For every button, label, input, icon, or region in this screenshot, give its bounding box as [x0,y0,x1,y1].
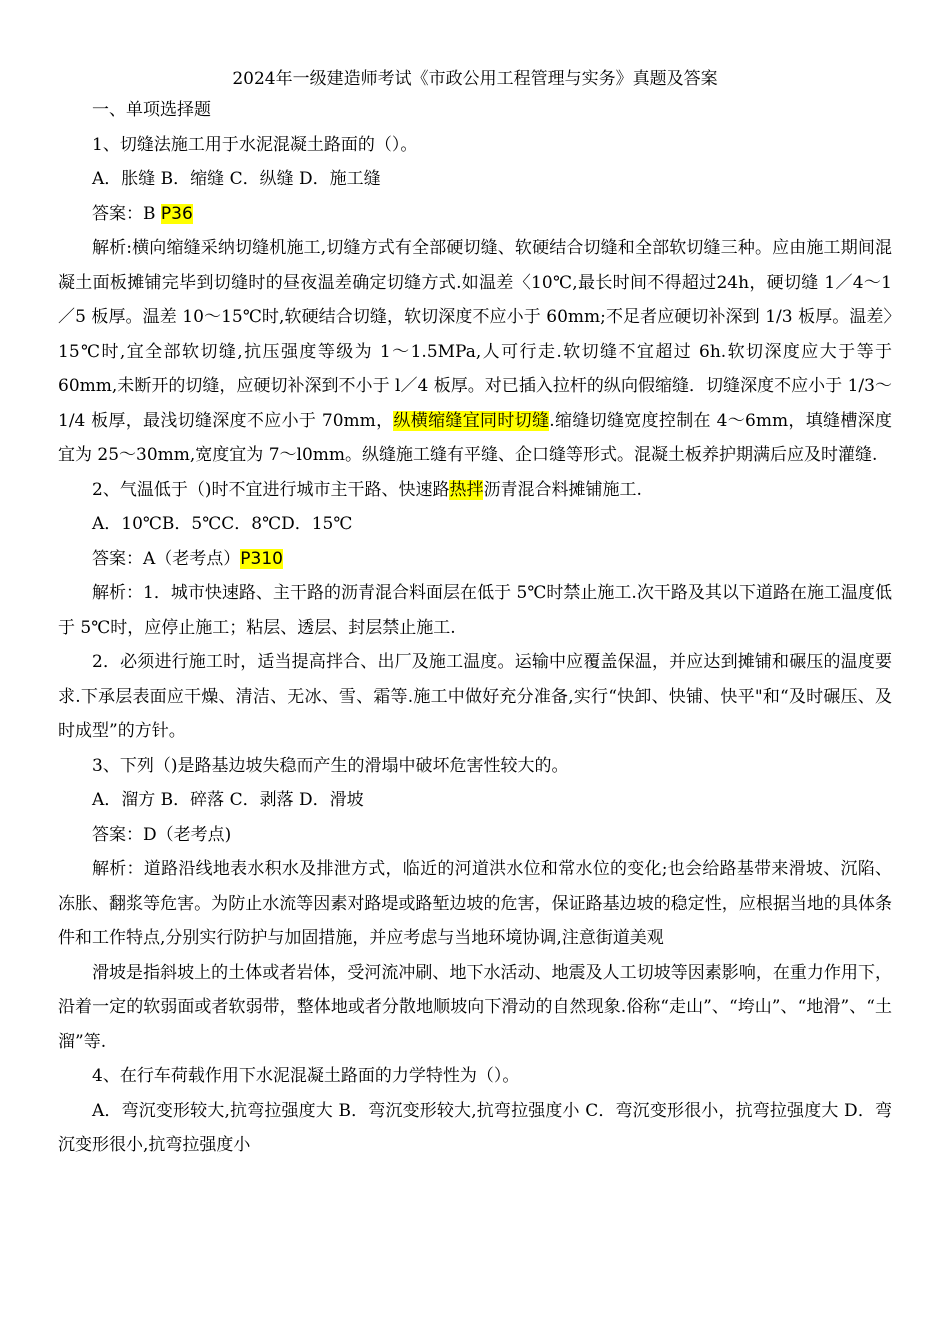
page-reference-highlight: P310 [240,548,283,569]
stem-highlight: 热拌 [449,479,484,500]
question-2-answer [58,542,892,577]
question-2-analysis-1: 解析：1．城市快速路、主干路的沥青混合料面层在低于 5℃时禁止施工.次干路及其以下道路在施工温度低于 5℃时，应停止施工；粘层、透层、封层禁止施工. [58,583,892,638]
question-3-analysis-2: 滑坡是指斜坡上的土体或者岩体，受河流冲刷、地下水活动、地震及人工切坡等因素影响，在重力作用下，沿着一定的软弱面或者软弱带，整体地或者分散地顺坡向下滑动的自然现象.俗称“走山”、“垮山”、“地滑”、“土溜”等. [58,962,892,1052]
question-1-analysis [58,231,892,473]
question-2-options: A．10℃B．5℃C．8℃D．15℃ [92,514,353,534]
document-title: 2024年一级建造师考试《市政公用工程管理与实务》真题及答案 [232,69,718,89]
answer-label: 答案：A（老考点） [92,548,241,569]
page-reference-highlight: P36 [160,203,193,224]
question-4-options: A．弯沉变形较大,抗弯拉强度大 B．弯沉变形较大,抗弯拉强度小 C．弯沉变形很小，抗弯拉强度大 D．弯沉变形很小,抗弯拉强度小 [58,1100,892,1155]
question-3-answer: 答案：D（老考点) [92,824,232,845]
analysis-text: 解析:横向缩缝采纳切缝机施工,切缝方式有全部硬切缝、软硬结合切缝和全部软切缝三种。应由施工期间混凝土面板摊铺完毕到切缝时的昼夜温差确定切缝方式.如温差〈10℃,最长时间不得超过24h，硬切缝 1／4～1／5 板厚。温差 10～15℃时,软硬结合切缝，软切深度不应小于 60mm;不足者应硬切补深到 1/3 板厚。温差〉15℃时,宜全部软切缝,抗压强度等级为 1～1.5MPa,人可行走.软切缝不宜超过 6h.软切深度应大于等于 60mm,未断开的切缝，应硬切补深到不小于 l／4 板厚。对已插入拉杆的纵向假缩缝．切缝深度不应小于 1/3～1/4 板厚，最浅切缝深度不应小于 70mm， [58,238,892,431]
question-1-options: A．胀缝 B．缩缝 C．纵缝 D．施工缝 [92,169,381,189]
section-heading: 一、单项选择题 [92,100,211,120]
question-2-stem [58,473,892,508]
question-3-analysis-1: 解析：道路沿线地表水积水及排泄方式，临近的河道洪水位和常水位的变化;也会给路基带来滑坡、沉陷、冻胀、翻浆等危害。为防止水流等因素对路堤或路堑边坡的危害，保证路基边坡的稳定性，应根据当地的具体条件和工作特点,分别实行防护与加固措施，并应考虑与当地环境协调,注意街道美观 [58,859,892,948]
answer-label: 答案：B [92,203,161,224]
analysis-highlight: 纵横缩缝宜同时切缝 [393,410,550,431]
question-1-answer [58,197,892,232]
question-1-stem: 1、切缝法施工用于水泥混凝土路面的（）。 [92,134,418,155]
analysis-text-continued: .缩缝切缝宽度控制在 4～6mm，填缝槽深度宜为 25～30mm,宽度宜为 7～l0mm。纵缝施工缝有平缝、企口缝等形式。混凝土板养护期满后应及时灌缝. [58,410,892,465]
question-3-stem: 3、下列（)是路基边坡失稳而产生的滑塌中破坏危害性较大的。 [92,755,569,776]
stem-text: 2、气温低于（)时不宜进行城市主干路、快速路 [92,479,450,500]
question-4-stem: 4、在行车荷载作用下水泥混凝土路面的力学特性为（）。 [92,1066,520,1086]
question-2-analysis-2: 2．必须进行施工时，适当提高拌合、出厂及施工温度。运输中应覆盖保温，并应达到摊铺和碾压的温度要求.下承层表面应干燥、清洁、无冰、雪、霜等.施工中做好充分准备,实行“快卸、快铺、快平"和“及时碾压、及时成型”的方针。 [58,652,892,741]
question-3-options: A．溜方 B．碎落 C．剥落 D．滑坡 [92,790,364,810]
stem-text-continued: 沥青混合料摊铺施工. [483,479,642,500]
